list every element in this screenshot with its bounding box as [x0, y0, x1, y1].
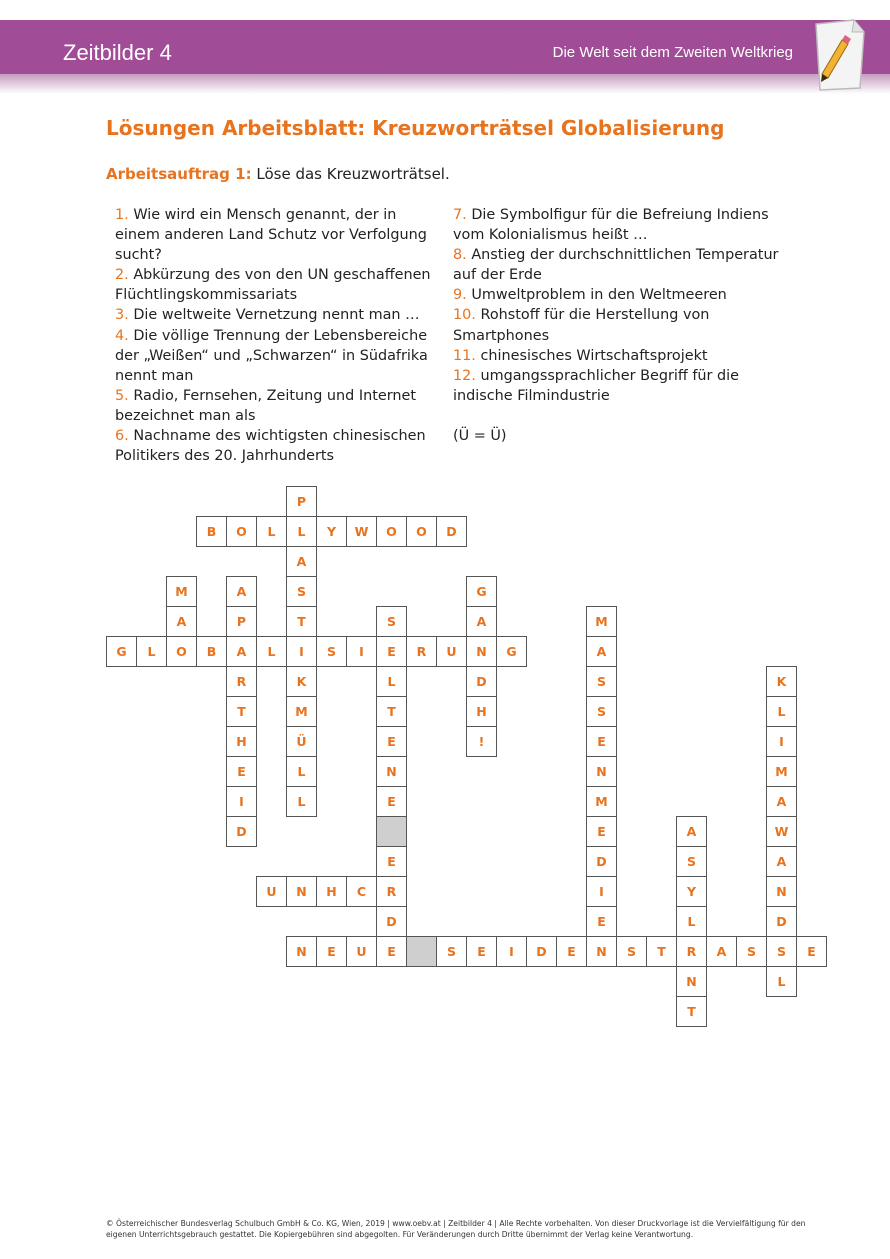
- crossword-cell: E: [796, 936, 827, 967]
- crossword-cell: C: [346, 876, 377, 907]
- crossword-cell: D: [766, 906, 797, 937]
- crossword-cell: L: [256, 636, 287, 667]
- clue-item: 7. Die Symbolfigur für die Befreiung Indiens vom Kolonialismus heißt …: [453, 207, 769, 244]
- clue-item: 9. Umweltproblem in den Weltmeeren: [453, 287, 727, 304]
- crossword-cell: S: [766, 936, 797, 967]
- clue-item: 11. chinesisches Wirtschaftsprojekt: [453, 347, 708, 364]
- crossword-cell: B: [196, 636, 227, 667]
- header-subtitle: Die Welt seit dem Zweiten Weltkrieg: [552, 44, 793, 61]
- crossword-cell: T: [676, 996, 707, 1027]
- crossword-cell: S: [586, 696, 617, 727]
- crossword-cell: A: [706, 936, 737, 967]
- crossword-cell: B: [196, 516, 227, 547]
- crossword-cell: D: [226, 816, 257, 847]
- crossword-cell: E: [376, 636, 407, 667]
- crossword-cell: L: [136, 636, 167, 667]
- crossword-cell: T: [646, 936, 677, 967]
- crossword-cell: D: [586, 846, 617, 877]
- header-fade: [0, 74, 890, 94]
- crossword-cell: I: [286, 636, 317, 667]
- crossword-cell: E: [376, 786, 407, 817]
- crossword-cell: I: [766, 726, 797, 757]
- clue-item: 5. Radio, Fernsehen, Zeitung und Internet bezeichnet man als: [115, 387, 417, 424]
- crossword-cell: U: [346, 936, 377, 967]
- clue-item: 2. Abkürzung des von den UN geschaffenen Flüchtlingskommissariats: [115, 267, 431, 304]
- clue-item: 4. Die völlige Trennung der Lebensbereiche der „Weißen“ und „Schwarzen“ in Südafrika nennt man: [115, 327, 428, 384]
- crossword-cell: L: [256, 516, 287, 547]
- crossword-cell: E: [586, 906, 617, 937]
- crossword-cell: O: [166, 636, 197, 667]
- clue-item: 1. Wie wird ein Mensch genannt, der in einem anderen Land Schutz vor Verfolgung sucht?: [115, 207, 427, 264]
- clue-item: 3. Die weltweite Vernetzung nennt man …: [115, 307, 420, 324]
- crossword-cell: E: [226, 756, 257, 787]
- crossword-cell: I: [346, 636, 377, 667]
- crossword-cell: O: [376, 516, 407, 547]
- crossword-cell: O: [226, 516, 257, 547]
- crossword-cell: P: [226, 606, 257, 637]
- crossword-cell: S: [616, 936, 647, 967]
- clue-item: 6. Nachname des wichtigsten chinesischen Politikers des 20. Jahrhunderts: [115, 428, 426, 465]
- crossword-cell: M: [586, 606, 617, 637]
- crossword-cell: D: [436, 516, 467, 547]
- crossword-cell: A: [766, 786, 797, 817]
- crossword-cell: N: [586, 756, 617, 787]
- crossword-cell: M: [766, 756, 797, 787]
- crossword-cell: N: [766, 876, 797, 907]
- crossword-cell: L: [286, 756, 317, 787]
- crossword-cell: E: [466, 936, 497, 967]
- crossword-cell: R: [226, 666, 257, 697]
- crossword-cell: E: [586, 816, 617, 847]
- crossword-cell: D: [376, 906, 407, 937]
- crossword-cell: U: [256, 876, 287, 907]
- crossword-cell: E: [376, 846, 407, 877]
- crossword-cell: E: [376, 936, 407, 967]
- crossword-cell: L: [376, 666, 407, 697]
- crossword-cell: I: [586, 876, 617, 907]
- crossword-cell: A: [226, 636, 257, 667]
- crossword-cell: N: [286, 876, 317, 907]
- crossword-cell: K: [766, 666, 797, 697]
- crossword-cell: D: [526, 936, 557, 967]
- crossword-cell: S: [316, 636, 347, 667]
- crossword-cell: E: [556, 936, 587, 967]
- crossword-cell: I: [496, 936, 527, 967]
- crossword-cell: I: [226, 786, 257, 817]
- crossword-cell: A: [286, 546, 317, 577]
- crossword-cell: A: [586, 636, 617, 667]
- crossword-cell: N: [286, 936, 317, 967]
- crossword-cell: L: [286, 786, 317, 817]
- crossword-cell: R: [376, 876, 407, 907]
- crossword-cell: E: [586, 726, 617, 757]
- crossword-cell: U: [436, 636, 467, 667]
- crossword-cell: A: [166, 606, 197, 637]
- crossword-cell: A: [466, 606, 497, 637]
- clue-list-right: [453, 205, 793, 446]
- crossword-cell: S: [586, 666, 617, 697]
- crossword-cell: S: [736, 936, 767, 967]
- crossword-cell: L: [766, 966, 797, 997]
- crossword-cell: G: [466, 576, 497, 607]
- crossword-cell: S: [436, 936, 467, 967]
- crossword-cell: L: [286, 516, 317, 547]
- crossword-cell: S: [376, 606, 407, 637]
- crossword-cell: E: [316, 936, 347, 967]
- crossword-cell: N: [586, 936, 617, 967]
- crossword-cell: R: [676, 936, 707, 967]
- crossword-cell: D: [466, 666, 497, 697]
- crossword-cell: N: [676, 966, 707, 997]
- crossword-cell: !: [466, 726, 497, 757]
- crossword-cell: G: [106, 636, 137, 667]
- crossword-cell: W: [766, 816, 797, 847]
- clue-note: (Ü = Ü): [453, 427, 507, 444]
- crossword-cell: N: [376, 756, 407, 787]
- clue-item: 8. Anstieg der durchschnittlichen Temperatur auf der Erde: [453, 247, 779, 284]
- crossword-cell: A: [676, 816, 707, 847]
- crossword-cell: E: [376, 726, 407, 757]
- crossword-cell: T: [226, 696, 257, 727]
- crossword-cell: L: [766, 696, 797, 727]
- crossword-cell: O: [406, 516, 437, 547]
- clue-list-left: [115, 205, 445, 466]
- crossword-cell: Ü: [286, 726, 317, 757]
- crossword-cell: M: [166, 576, 197, 607]
- crossword-cell: W: [346, 516, 377, 547]
- crossword-cell: T: [286, 606, 317, 637]
- crossword-cell: H: [466, 696, 497, 727]
- crossword-cell: H: [316, 876, 347, 907]
- crossword-cell: G: [496, 636, 527, 667]
- crossword-cell: A: [226, 576, 257, 607]
- crossword-cell: S: [676, 846, 707, 877]
- copyright-footer: © Österreichischer Bundesverlag Schulbuch GmbH & Co. KG, Wien, 2019 | www.oebv.at | Zeitbilder 4 | Alle Rechte vorbehalten. Von dieser Druckvorlage ist die Vervielfältigung für den eigenen Unterrichtsgebrauch gestattet. Die Kopiergebühren sind abgegolten. Für Veränderungen durch Dritte übernimmt der Verlag keine Verantwortung.: [106, 1219, 806, 1239]
- crossword-cell: N: [466, 636, 497, 667]
- page-title: Lösungen Arbeitsblatt: Kreuzworträtsel Globalisierung: [106, 116, 725, 140]
- crossword-cell: H: [226, 726, 257, 757]
- task-label: Arbeitsauftrag 1:: [106, 165, 252, 183]
- crossword-blank-cell: [376, 816, 407, 847]
- crossword-cell: M: [586, 786, 617, 817]
- crossword-cell: L: [676, 906, 707, 937]
- task-text: Löse das Kreuzworträtsel.: [256, 165, 450, 183]
- crossword-cell: M: [286, 696, 317, 727]
- crossword-cell: K: [286, 666, 317, 697]
- task-instruction: [106, 165, 450, 183]
- clue-item: 12. umgangssprachlicher Begriff für die indische Filmindustrie: [453, 367, 740, 404]
- crossword-cell: A: [766, 846, 797, 877]
- crossword-cell: P: [286, 486, 317, 517]
- crossword-blank-cell: [406, 936, 437, 967]
- brand-title: Zeitbilder 4: [63, 40, 172, 65]
- crossword-cell: R: [406, 636, 437, 667]
- crossword-cell: T: [376, 696, 407, 727]
- crossword-cell: Y: [316, 516, 347, 547]
- crossword-cell: S: [286, 576, 317, 607]
- clue-item: 10. Rohstoff für die Herstellung von Smartphones: [453, 307, 710, 344]
- crossword-cell: Y: [676, 876, 707, 907]
- notepad-pencil-icon: [808, 18, 868, 92]
